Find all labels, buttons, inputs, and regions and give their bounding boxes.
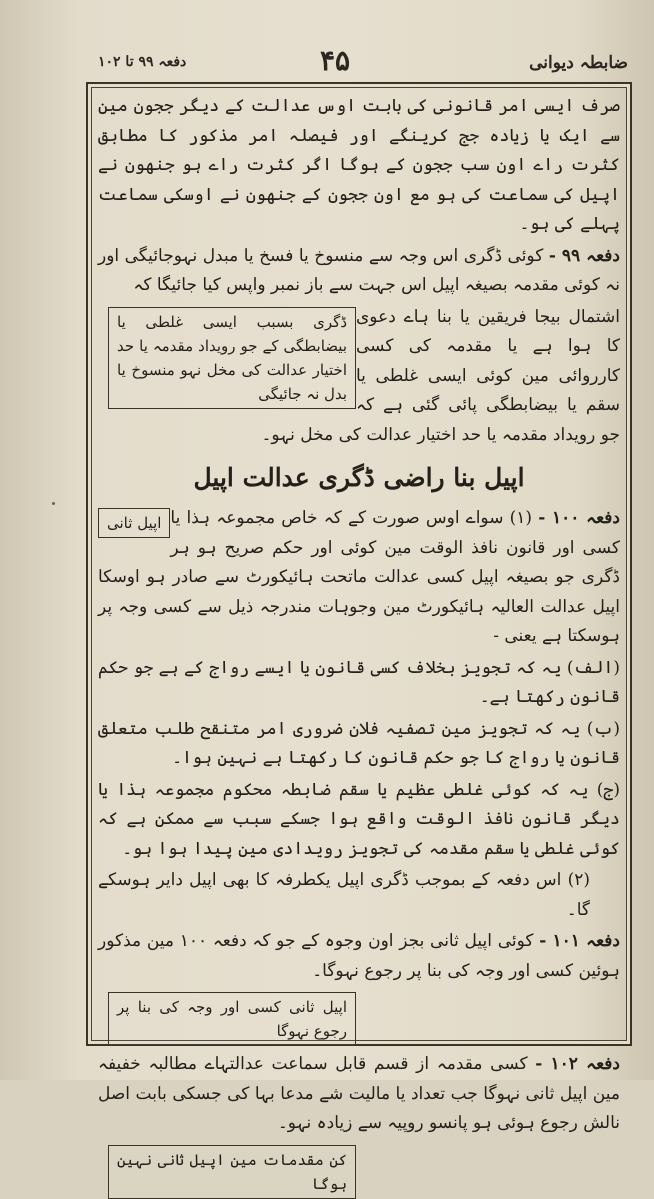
section-99-margin-note: ڈگری بسبب ایسی غلطی یا بیضابطگی کے جو رویداد مقدمہ یا حد اختیار عدالت کی مخل نہو منسوخ یا بدل نہ جائیگی: [108, 307, 356, 409]
section-heading: اپیل بنا راضی ڈگری عدالت اپیل: [193, 463, 525, 492]
section-100-subsection-2: (۲) اس دفعہ کے بموجب ڈگری اپیل یکطرفہ کا بھی اپیل دایر ہوسکے گا۔: [98, 870, 590, 920]
section-101-margin-note: اپیل ثانی کسی اور وجہ کی بنا پر رجوع نہوگا: [108, 992, 356, 1046]
book-title: ضابطہ دیوانی: [529, 53, 628, 73]
section-101-text: کوئی اپیل ثانی بجز اون وجوہ کے جو کہ دفعہ ۱۰۰ مین مذکور ہوئین کسی اور وجہ کی بنا پر رجوع نہوگا۔: [98, 931, 620, 981]
section-100-text: (۱) سواے اوس صورت کے کہ خاص مجموعہ ہذا یا کسی اور قانون نافذ الوقت مین کوئی اور حکم صریح ہو ہر ڈگری جو بصیغہ اپیل کسی عدالت ماتحت ہائیکورٹ سے صادر ہو اوسکا اپیل عدالت العالیہ ہائیکورٹ مین وجوہات مندرجہ ذیل سے کسی وجہ پر ہوسکتا ہے یعنی -: [98, 508, 620, 646]
section-102-number: دفعہ ۱۰۲ -: [535, 1054, 620, 1074]
clause-be: (ب) یہ کہ تجویز مین تصفیہ فلان ضروری امر متنقح طلب متعلق قانون یا رواج کا جو حکم قانون کا رکھتا ہے نہین ہوا۔: [98, 718, 620, 768]
section-99-number: دفعہ ۹۹ -: [548, 245, 620, 266]
section-100-number: دفعہ ۱۰۰ -: [538, 508, 621, 528]
section-101: [98, 927, 620, 986]
section-102-margin-note: کن مقدمات مین اپیل ثانی نہین ہوگا: [108, 1145, 356, 1199]
clause-alif: (الف) یہ کہ تجویز بخلاف کسی قانون یا ایسے رواج کے ہے جو حکم قانون رکھتا ہے۔: [98, 657, 620, 707]
text-frame: [86, 82, 632, 1193]
section-102-text: کسی مقدمہ از قسم قابل سماعت عدالتہاے مطالبہ خفیفہ مین اپیل ثانی نہوگا جب تعداد یا مالیت شے مدعا بہا کی جسکی بابت اصل نالش رجوع ہوئی ہو پانسو روپیہ سے زیادہ نہو۔: [98, 1054, 620, 1133]
sections-range: دفعہ ۹۹ تا ۱۰۲: [98, 54, 187, 70]
section-101-number: دفعہ ۱۰۱ -: [539, 931, 620, 951]
section-100-margin-note: اپیل ثانی: [98, 508, 170, 538]
page-number: ۴۵: [320, 44, 351, 77]
section-99: [98, 242, 620, 301]
page-content: [98, 92, 621, 1193]
section-99-text-b: اشتمال بیجا فریقین یا بنا ہاے دعوی کا ہوا ہے یا مقدمہ کی کسی کارروائی مین کوئی ایسی غلطی یا سقم یا بیضابطگی پائی گئی ہے کہ جو رویداد مقدمہ یا حد اختیار عدالت کی مخل نہو۔: [261, 306, 620, 445]
paragraph-continuation: صرف ایسی امر قانونی کی بابت اوس عدالت کے دیگر ججون مین سے ایک یا زیادہ جج کرینگے اور فیصلہ امر مذکور کا مطابق کثرت راے اون سب ججون کے ہوگا اگر کثرت راے ہو جنھون نے اپیل کی سماعت کی ہو مع اون ججون کے جنھون نے اوسکی سماعت پہلے کی ہو۔: [98, 96, 620, 234]
section-102: [98, 1050, 620, 1139]
section-100: [98, 504, 620, 652]
page-header: [92, 44, 632, 78]
clause-jeem: (ج) یہ کہ کوئی غلطی عظیم یا سقم ضابطہ محکوم مجموعہ ہذا یا دیگر قانون نافذ الوقت واقع ہوا جسکے سبب سے ممکن ہے کہ کوئی غلطی یا سقم مقدمہ کی تجویز رویدادی مین پیدا ہوا ہو۔: [98, 779, 620, 859]
section-99-text-a: کوئی ڈگری اس وجہ سے منسوخ یا فسخ یا مبدل نہوجائیگی اور نہ کوئی مقدمہ بصیغہ اپیل اس جہت سے باز نمبر واپس کیا جائیگا کہ: [98, 245, 620, 295]
stray-mark: [52, 502, 55, 505]
